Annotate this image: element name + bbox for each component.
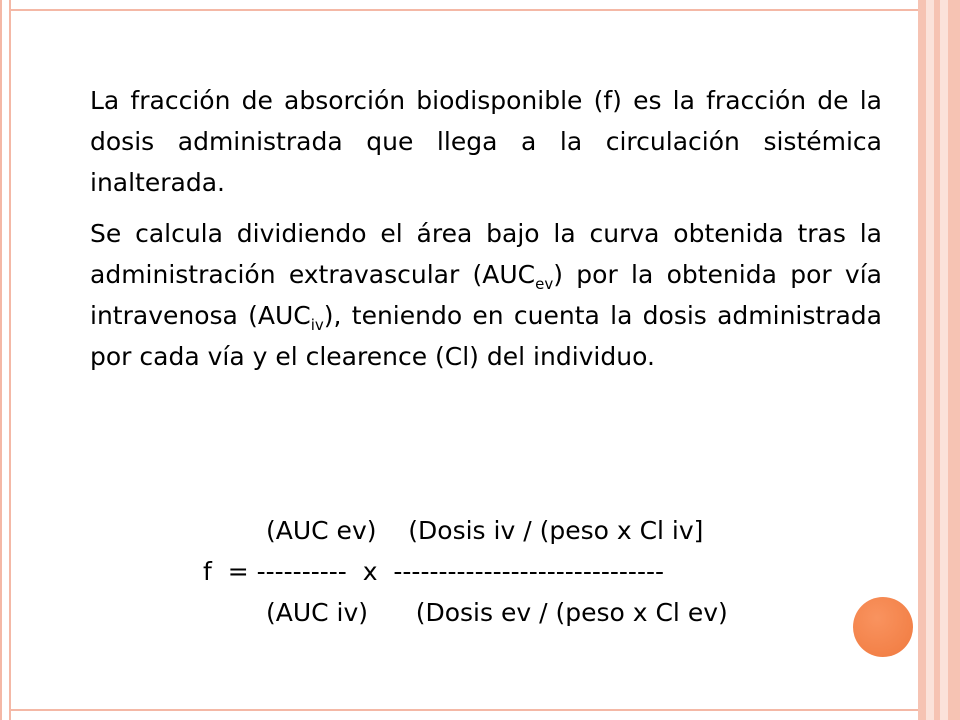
slide-body: [90, 80, 882, 387]
left-border-line: [0, 0, 2, 720]
formula-numerator: (AUC ev) (Dosis iv / (peso x Cl iv]: [266, 516, 704, 545]
paragraph-calculation-text-3: ), teniendo en cuenta la dosis administrada por cada vía y el clearence (Cl) del individuo.: [90, 301, 882, 371]
paragraph-calculation-text-2: ) por la obtenida por vía intravenosa (AUC: [90, 260, 882, 330]
subscript-iv: iv: [310, 316, 324, 334]
paragraph-calculation-text-1: Se calcula dividiendo el área bajo la curva obtenida tras la administración extravascular (AUC: [90, 219, 882, 289]
top-border-line: [9, 9, 918, 11]
formula-denominator: (AUC iv) (Dosis ev / (peso x Cl ev): [266, 598, 728, 627]
left-inner-border-line: [9, 0, 11, 720]
bottom-border-line: [9, 709, 918, 711]
paragraph-definition: La fracción de absorción biodisponible (f) es la fracción de la dosis administrada que llega a la circulación sistémica inalterada.: [90, 86, 882, 197]
right-decorative-band: [918, 0, 960, 720]
subscript-ev: ev: [535, 275, 554, 293]
formula-fraction-line: f = ---------- x ------------------------------: [203, 557, 665, 586]
orange-circle-decoration: [853, 597, 913, 657]
paragraph-calculation: [90, 213, 882, 377]
